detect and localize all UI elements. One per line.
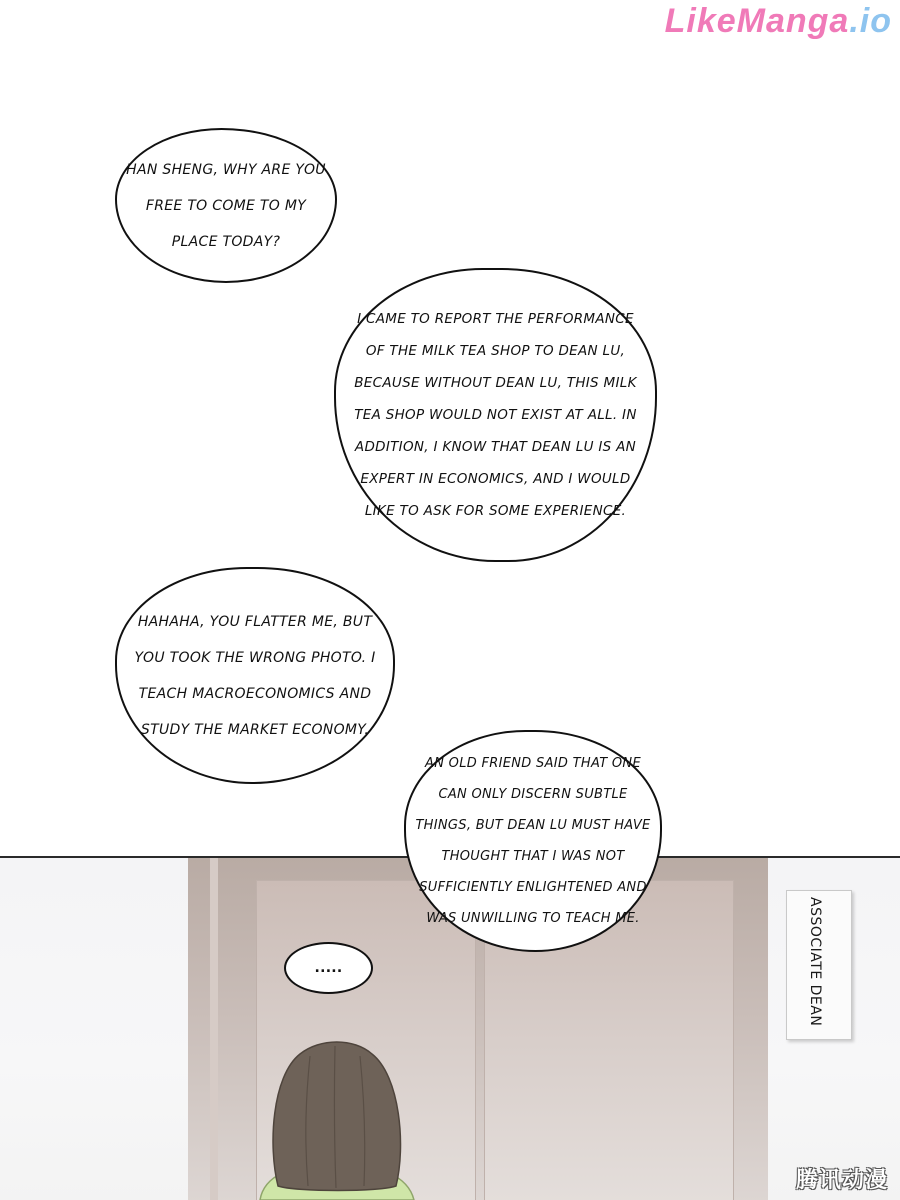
nameplate-text: ASSOCIATE DEAN [807, 897, 823, 1027]
speech-bubble-4 [404, 730, 662, 952]
watermark-text: LikeManga [664, 2, 850, 40]
speech-text-3: HAHAHA, YOU FLATTER ME, BUT YOU TOOK THE WRONG PHOTO. I TEACH MACROECONOMICS AND STUDY THE MARKET ECONOMY. [134, 613, 376, 738]
publisher-logo: 腾讯动漫 [795, 1168, 888, 1193]
speech-text-4: AN OLD FRIEND SAID THAT ONE CAN ONLY DISCERN SUBTLE THINGS, BUT DEAN LU MUST HAVE THOUGHT THAT I WAS NOT SUFFICIENTLY ENLIGHTENED AND WAS UNWILLING TO TEACH ME. [415, 756, 651, 926]
speech-bubble-3 [115, 567, 395, 784]
office-nameplate [786, 890, 852, 1040]
speech-bubble-2 [334, 268, 657, 562]
character-back-view [250, 1036, 420, 1200]
site-watermark [665, 2, 892, 41]
speech-text-1: HAN SHENG, WHY ARE YOU FREE TO COME TO MY PLACE TODAY? [126, 161, 326, 250]
watermark-domain: .io [849, 2, 892, 40]
speech-bubble-5 [284, 942, 373, 994]
character-hair [273, 1042, 400, 1191]
speech-bubble-1 [115, 128, 337, 283]
speech-text-2: I CAME TO REPORT THE PERFORMANCE OF THE MILK TEA SHOP TO DEAN LU, BECAUSE WITHOUT DEAN LU, THIS MILK TEA SHOP WOULD NOT EXIST AT ALL. IN ADDITION, I KNOW THAT DEAN LU IS AN EXPERT IN ECONOMICS, AND I WOULD LIKE TO ASK FOR SOME EXPERIENCE. [354, 311, 637, 519]
speech-text-5: ..... [314, 960, 343, 976]
